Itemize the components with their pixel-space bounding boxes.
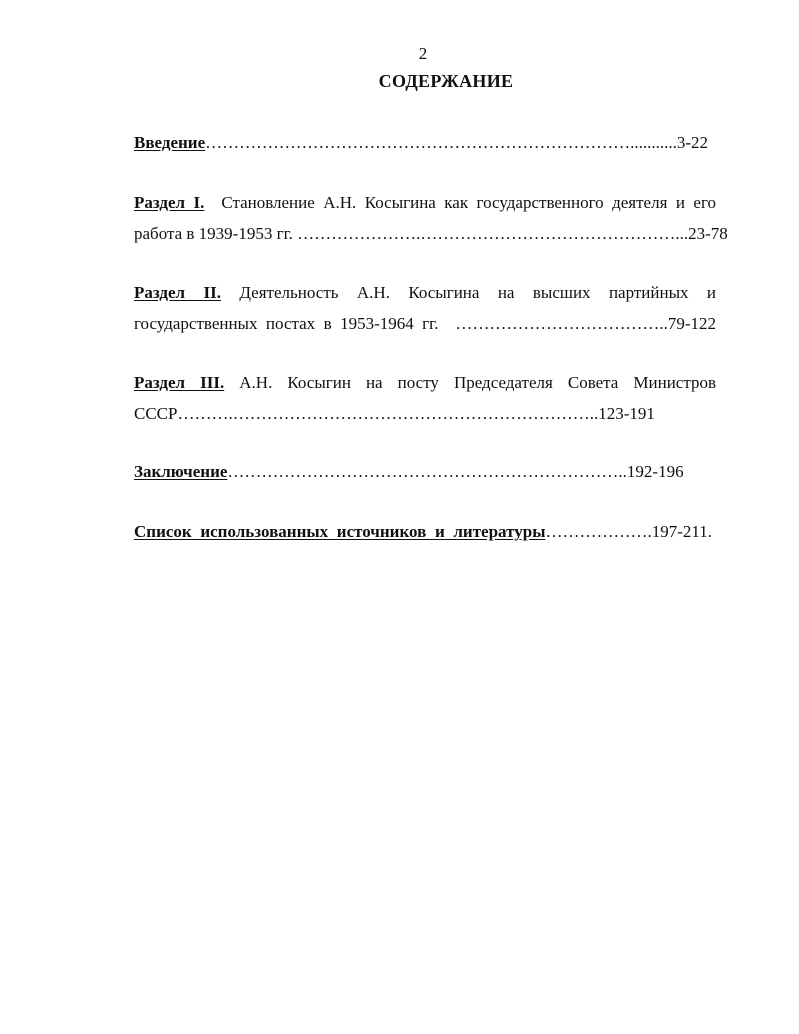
page-title: СОДЕРЖАНИЕ: [378, 71, 514, 91]
leader-dots: …………………………………………………………………...........: [205, 133, 677, 152]
toc-label-introduction[interactable]: Введение: [134, 133, 206, 152]
toc-label-section-1[interactable]: Раздел I.: [134, 193, 205, 212]
page-number: 2: [418, 44, 428, 63]
toc-label-section-2[interactable]: Раздел II.: [134, 283, 221, 302]
leader-dots: ……….………………………………………………………..: [177, 404, 599, 423]
toc-entry-introduction[interactable]: [134, 127, 716, 158]
toc-heading-text: государственных постах в 1953-1964 гг.: [134, 314, 439, 333]
page-range: 192-196: [626, 462, 684, 481]
toc-entry-section-2[interactable]: [134, 277, 716, 339]
toc-heading-text: А.Н. Косыгин на посту Председателя Совета Министров: [239, 373, 716, 392]
leader-dots: ………………….………………………………………...: [297, 224, 689, 243]
toc-entry-section-3[interactable]: [134, 367, 716, 429]
toc-heading-text: Деятельность А.Н. Косыгина на высших партийных и: [239, 283, 717, 302]
page-range: 3-22: [676, 133, 709, 152]
toc-entry-section-1[interactable]: [134, 187, 728, 249]
leader-dots: ……………….: [545, 522, 652, 541]
toc-entry-conclusion[interactable]: [134, 456, 716, 487]
toc-heading-text: СССР: [134, 404, 178, 423]
toc-label-conclusion[interactable]: Заключение: [134, 462, 228, 481]
page-range: 197-211.: [651, 522, 712, 541]
page-range: 23-78: [688, 224, 728, 243]
toc-heading-text: работа в 1939-1953 гг.: [134, 224, 293, 243]
leader-dots: ……………………………………………………………..: [227, 462, 627, 481]
page-range: 123-191: [598, 404, 655, 423]
page-range: 79-122: [667, 314, 716, 333]
toc-label-section-3[interactable]: Раздел III.: [134, 373, 225, 392]
toc-heading-text: Становление А.Н. Косыгина как государственного деятеля и его: [221, 193, 716, 212]
toc-entry-sources[interactable]: [134, 516, 712, 547]
toc-label-sources[interactable]: Список использованных источников и литературы: [134, 522, 546, 541]
leader-dots: ………………………………..: [455, 314, 668, 333]
